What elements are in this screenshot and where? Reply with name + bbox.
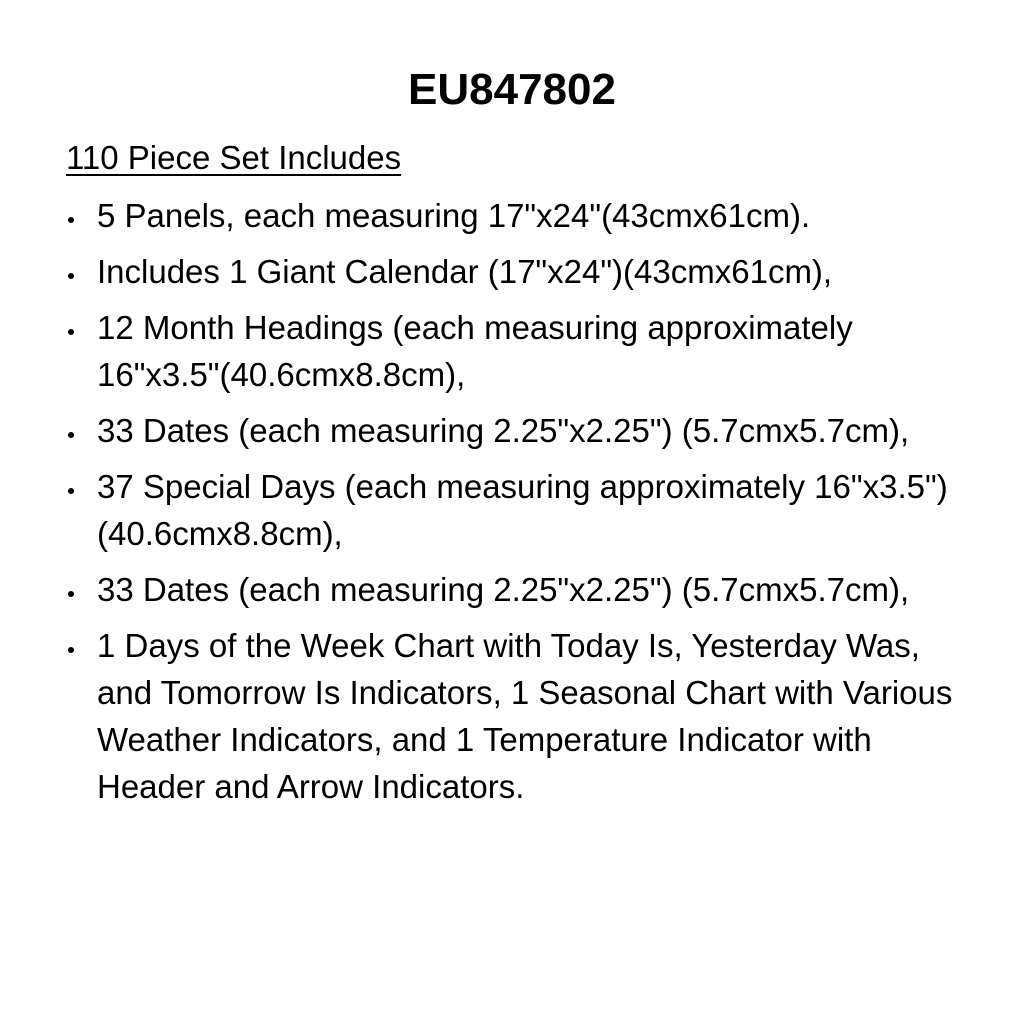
bullet-icon [68, 217, 74, 223]
product-code-title: EU847802 [408, 65, 616, 114]
list-item-text: 33 Dates (each measuring 2.25"x2.25") (5.7cmx5.7cm), [97, 412, 910, 449]
included-items-list [66, 192, 966, 819]
list-item-text: 37 Special Days (each measuring approximately 16"x3.5")(40.6cmx8.8cm), [97, 468, 948, 552]
list-item [66, 304, 966, 398]
bullet-icon [68, 488, 74, 494]
list-item-text: Includes 1 Giant Calendar (17"x24")(43cmx61cm), [97, 253, 833, 290]
bullet-icon [68, 329, 74, 335]
list-item-text: 1 Days of the Week Chart with Today Is, Yesterday Was, and Tomorrow Is Indicators, 1 Seasonal Chart with Various Weather Indicators, and 1 Temperature Indicator with Header and Arrow Indicators. [97, 627, 953, 805]
list-item-text: 5 Panels, each measuring 17"x24"(43cmx61cm). [97, 197, 811, 234]
list-item-text: 33 Dates (each measuring 2.25"x2.25") (5.7cmx5.7cm), [97, 571, 910, 608]
list-item-text: 12 Month Headings (each measuring approximately 16"x3.5"(40.6cmx8.8cm), [97, 309, 853, 393]
bullet-icon [68, 647, 74, 653]
list-item [66, 248, 966, 295]
bullet-icon [68, 273, 74, 279]
list-item [66, 192, 966, 239]
bullet-icon [68, 591, 74, 597]
list-item [66, 407, 966, 454]
bullet-icon [68, 432, 74, 438]
list-item [66, 566, 966, 613]
list-item [66, 622, 966, 810]
set-includes-heading: 110 Piece Set Includes [66, 139, 402, 176]
list-item [66, 463, 966, 557]
